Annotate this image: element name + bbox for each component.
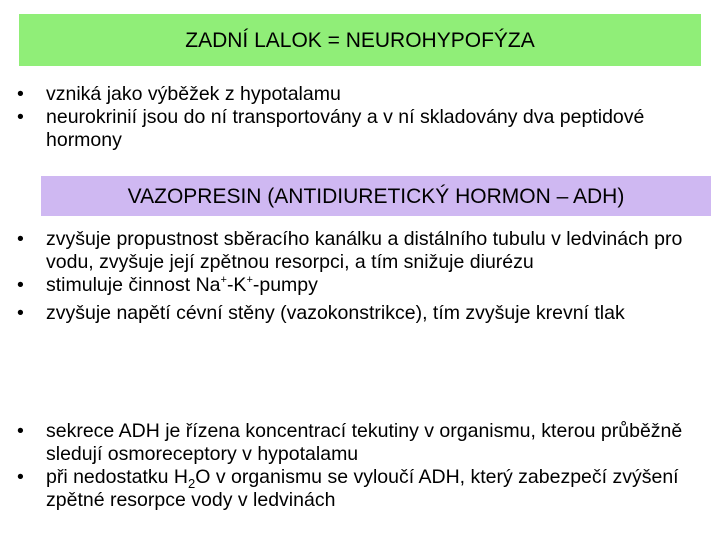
intro-list — [17, 83, 707, 152]
list-item: • sekrece ADH je řízena koncentrací tekutiny v organismu, kterou průběžně sledují osmoreceptory v hypotalamu — [17, 420, 707, 466]
title-banner — [19, 14, 701, 66]
effects-list — [17, 228, 717, 325]
list-item: • zvyšuje propustnost sběracího kanálku a distálního tubulu v ledvinách pro vodu, zvyšuje její zpětnou resorpci, a tím snižuje diurézu — [17, 228, 717, 274]
item-text: O v organismu se vyloučí ADH, který zabezpečí zvýšení zpětné resorpce vody v ledvinách — [46, 466, 679, 511]
hormone-banner — [41, 176, 711, 216]
item-text: stimuluje činnost Na — [46, 274, 221, 296]
list-item — [17, 274, 717, 297]
subscript-two: 2 — [188, 476, 196, 491]
list-item: • neurokrinií jsou do ní transportovány a v ní skladovány dva peptidové hormony — [17, 106, 707, 152]
item-text: -pumpy — [252, 274, 318, 296]
regulation-list — [17, 420, 707, 512]
item-text: -K — [226, 274, 247, 296]
page-title: ZADNÍ LALOK = NEUROHYPOFÝZA — [185, 28, 535, 52]
list-item: • zvyšuje napětí cévní stěny (vazokonstrikce), tím zvyšuje krevní tlak — [17, 302, 717, 325]
superscript-plus: + — [246, 274, 253, 286]
item-text: při nedostatku H — [46, 466, 188, 488]
list-item — [17, 466, 707, 512]
hormone-title: VAZOPRESIN (ANTIDIURETICKÝ HORMON – ADH) — [127, 184, 625, 208]
list-item: • vzniká jako výběžek z hypotalamu — [17, 83, 707, 106]
superscript-plus: + — [220, 274, 227, 286]
